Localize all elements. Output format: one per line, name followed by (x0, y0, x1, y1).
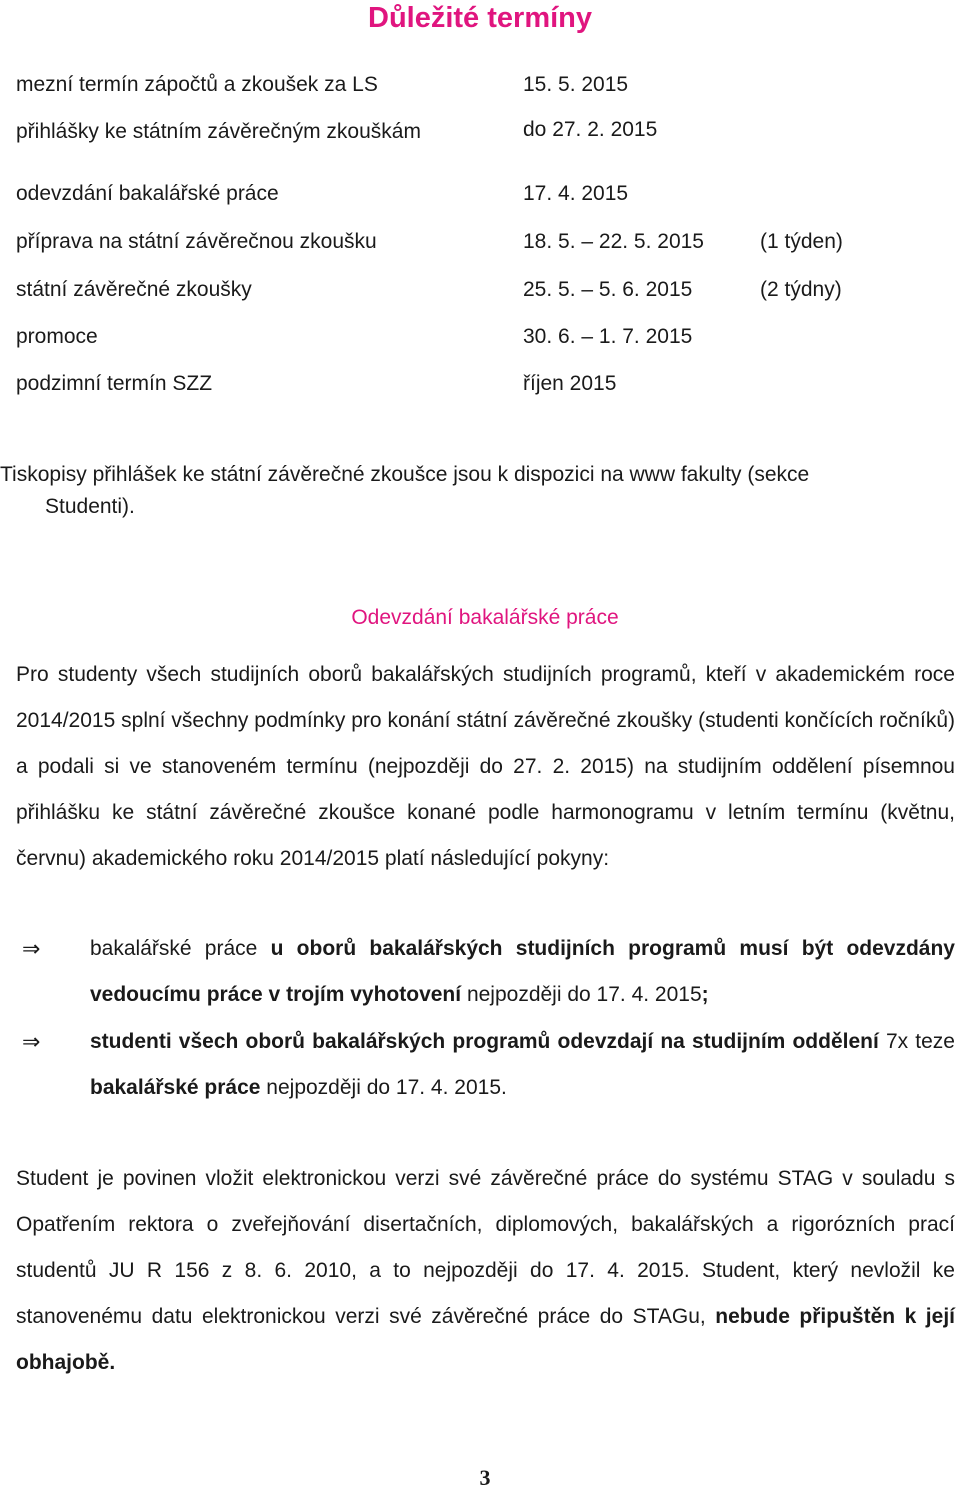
bullet-bold-text: bakalářské práce (90, 1076, 261, 1099)
deadline-label: odevzdání bakalářské práce (16, 182, 279, 205)
deadline-date: 30. 6. – 1. 7. 2015 (523, 325, 693, 348)
deadline-label: příprava na státní závěrečnou zkoušku (16, 230, 377, 253)
forms-note-line1: Tiskopisy přihlášek ke státní závěrečné zkoušce jsou k dispozici na www fakulty (sekce (0, 463, 810, 486)
deadline-note: (1 týden) (760, 230, 843, 253)
arrow-bullet-icon: ⇒ (22, 1029, 41, 1054)
deadline-label: mezní termín zápočtů a zkoušek za LS (16, 73, 378, 96)
bullet-item (90, 926, 955, 1018)
section-heading: Odevzdání bakalářské práce (351, 606, 619, 629)
page-number: 3 (479, 1465, 491, 1490)
page-title: Důležité termíny (368, 2, 592, 34)
bullet-text: 7x teze (878, 1030, 955, 1053)
deadline-label: přihlášky ke státním závěrečným zkouškám (16, 120, 421, 143)
deadline-date: do 27. 2. 2015 (523, 118, 658, 141)
deadline-date: 18. 5. – 22. 5. 2015 (523, 230, 704, 253)
deadline-note: (2 týdny) (760, 278, 842, 301)
bullet-text: bakalářské práce (90, 937, 271, 960)
submission-intro: Pro studenty všech studijních oborů bakalářských studijních programů, kteří v akademickém roce 2014/2015 splní všechny podmínky pro konání státní závěrečné zkoušky (studenti končících ročníků) a podali si ve stanoveném termínu (nejpozději do 27. 2. 2015) na studijním oddělení písemnou přihlášku ke státní závěrečné zkoušce konané podle harmonogramu v letním termínu (květnu, červnu) akademického roku 2014/2015 platí následující pokyny: (16, 663, 955, 870)
bullet-bold-text: studenti všech oborů bakalářských programů odevzdají na studijním oddělení (90, 1030, 879, 1053)
deadline-date: 17. 4. 2015 (523, 182, 629, 205)
bullet-text: nejpozději do 17. 4. 2015. (260, 1076, 507, 1099)
stag-text: Student je povinen vložit elektronickou verzi své závěrečné práce do systému STAG v souladu s Opatřením rektora o zveřejňování disertačních, diplomových, bakalářských a rigorózních prací studentů JU R 156 z 8. 6. 2010, a to nejpozději do 17. 4. 2015. Student, který nevložil ke stanovenému datu elektronickou verzi své závěrečné práce do STAGu, (16, 1167, 955, 1328)
stag-paragraph (16, 1156, 955, 1386)
deadline-label: promoce (16, 325, 98, 348)
bullet-bold-text: u oborů bakalářských studijních programů musí být odevzdány vedoucímu práce v trojím vyhotovení (90, 937, 955, 1006)
stag-bold-text: nebude připuštěn k její obhajobě. (16, 1305, 955, 1374)
bullet-bold-text: ; (701, 983, 709, 1006)
deadline-date: 15. 5. 2015 (523, 73, 629, 96)
deadline-date: říjen 2015 (523, 372, 617, 395)
deadline-date: 25. 5. – 5. 6. 2015 (523, 278, 693, 301)
bullet-item (90, 1019, 955, 1111)
forms-note-line2: Studenti). (45, 495, 135, 518)
forms-note (0, 459, 955, 523)
bullet-text: nejpozději do 17. 4. 2015 (461, 983, 702, 1006)
deadline-label: státní závěrečné zkoušky (16, 278, 252, 301)
arrow-bullet-icon: ⇒ (22, 936, 41, 961)
deadline-label: podzimní termín SZZ (16, 372, 213, 395)
